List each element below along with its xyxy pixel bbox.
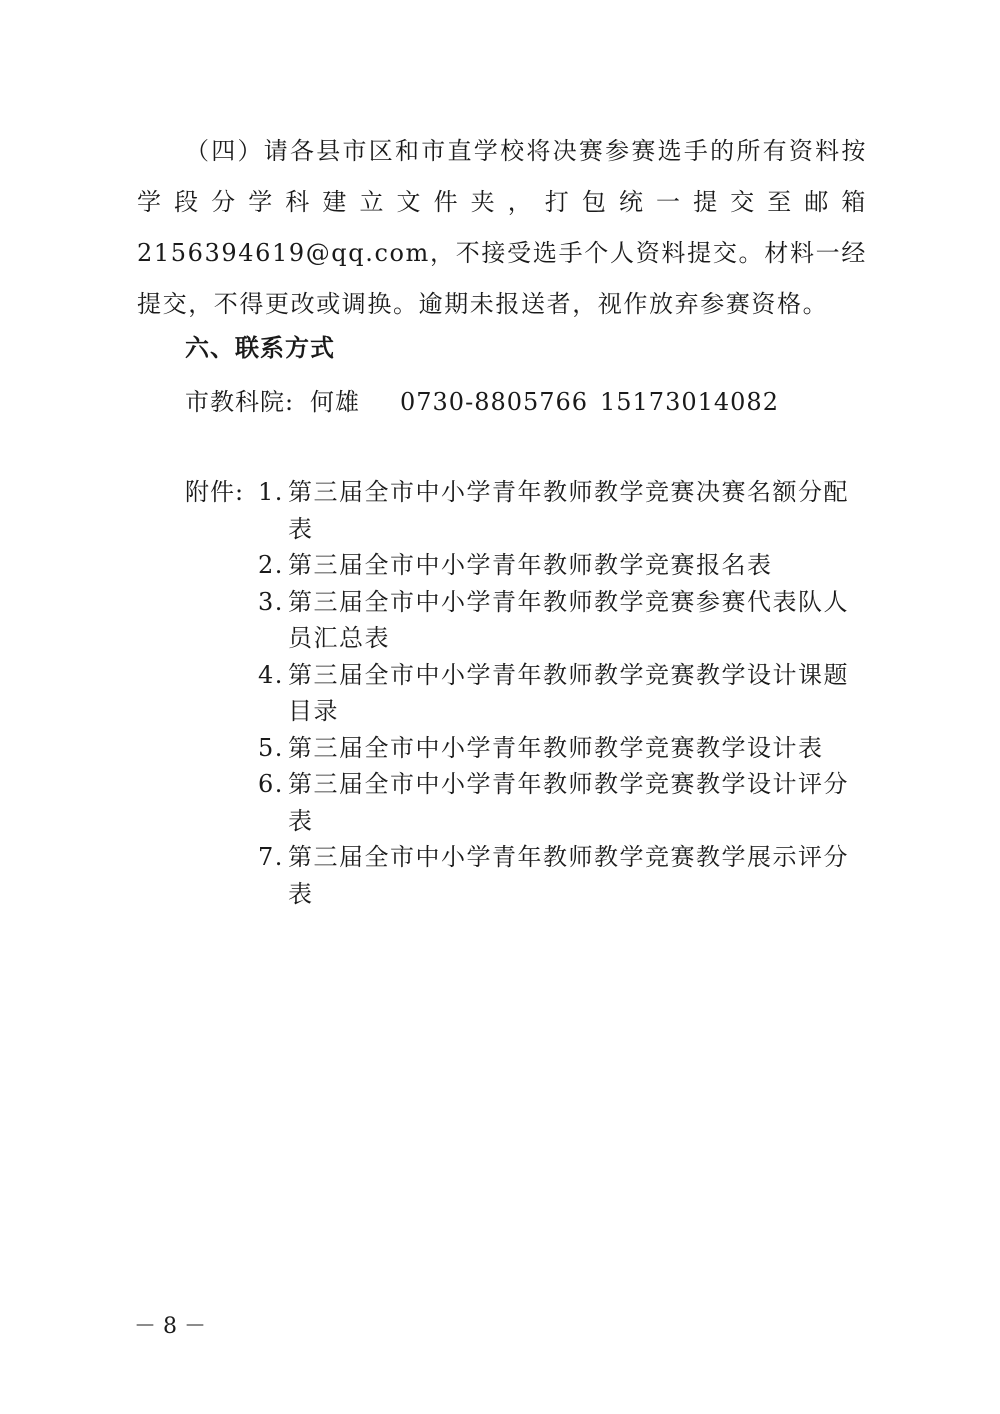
attachment-number: 5. (258, 733, 284, 762)
attachment-title: 第三届全市中小学青年教师教学竞赛报名表 (288, 551, 773, 579)
attachment-title: 第三届全市中小学青年教师教学竞赛教学设计评分表 (288, 770, 849, 835)
attachment-number: 2. (258, 551, 284, 579)
attachment-number: 1. (258, 478, 284, 506)
attachment-title: 第三届全市中小学青年教师教学竞赛参赛代表队人员汇总表 (288, 587, 849, 652)
attachment-number: 4. (258, 660, 284, 689)
attachment-item (258, 839, 873, 912)
attachments-list (258, 474, 873, 912)
contact-phone: 0730-8805766 (400, 388, 589, 416)
attachment-item (258, 657, 873, 730)
contact-line (185, 380, 779, 424)
attachment-item (258, 474, 873, 547)
attachments-label: 附件: (185, 478, 245, 506)
contact-org: 市教科院: (185, 388, 295, 416)
attachment-item (258, 766, 873, 839)
attachment-title: 第三届全市中小学青年教师教学竞赛决赛名额分配表 (288, 478, 849, 543)
attachment-title: 第三届全市中小学青年教师教学竞赛教学设计表 (288, 733, 824, 762)
attachment-item (258, 584, 873, 657)
section-heading-contact: 六、联系方式 (185, 334, 335, 362)
attachment-item (258, 547, 873, 584)
contact-mobile: 15173014082 (600, 388, 779, 416)
attachment-number: 6. (258, 770, 284, 798)
contact-name: 何雄 (310, 388, 360, 416)
attachment-item (258, 730, 873, 767)
page-number: － 8 － (134, 1314, 206, 1339)
attachment-number: 7. (258, 843, 284, 871)
attachment-title: 第三届全市中小学青年教师教学竞赛教学设计课题目录 (288, 660, 849, 725)
attachment-title: 第三届全市中小学青年教师教学竞赛教学展示评分表 (288, 843, 849, 908)
submission-paragraph: （四）请各县市区和市直学校将决赛参赛选手的所有资料按学段分学科建立文件夹，打包统一提交至邮箱2156394619@qq.com，不接受选手个人资料提交。材料一经提交，不得更改或调换。逾期未报送者，视作放弃参赛资格。 (137, 137, 867, 318)
attachment-number: 3. (258, 587, 284, 616)
